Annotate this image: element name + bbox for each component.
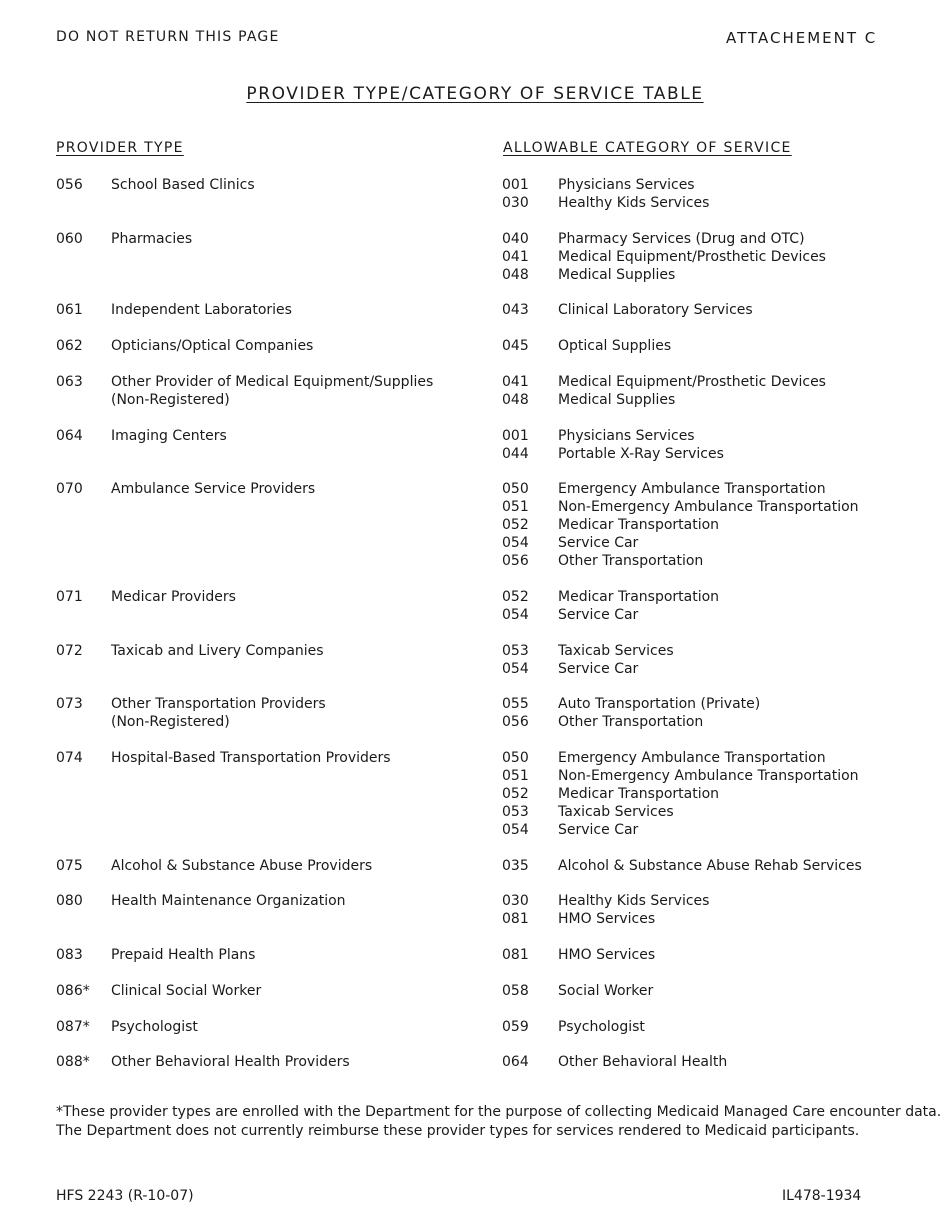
service-name: Healthy Kids Services [558,893,710,910]
service-code: 056 [502,714,529,731]
attachment-label: ATTACHEMENT C [726,29,878,47]
provider-code: 073 [56,696,83,713]
service-code: 054 [502,822,529,838]
service-name: Medicar Transportation [558,588,720,605]
provider-code: 064 [56,427,83,444]
provider-name: (Non-Registered) [111,391,230,408]
service-name: Optical Supplies [558,338,672,355]
footnote-line-2: The Department does not currently reimburse these provider types for services rendered to Medicaid participants. [56,1123,860,1139]
service-name: Physicians Services [558,427,695,444]
page-title-text: PROVIDER TYPE/CATEGORY OF SERVICE TABLE [246,84,704,104]
service-code: 053 [502,642,529,659]
service-name: HMO Services [558,947,656,964]
service-code: 081 [502,947,529,964]
provider-code: 061 [56,302,83,319]
service-code: 035 [502,857,529,874]
provider-name: Other Behavioral Health Providers [111,1054,350,1071]
service-name: Portable X-Ray Services [558,445,724,462]
service-code: 052 [502,517,529,534]
provider-code: 071 [56,588,83,605]
provider-name: Other Provider of Medical Equipment/Supplies [111,373,434,390]
provider-name: Independent Laboratories [111,302,292,319]
service-code: 059 [502,1018,529,1035]
provider-name: Hospital-Based Transportation Providers [111,750,391,766]
service-code: 050 [502,481,529,498]
service-code: 054 [502,606,529,623]
service-code: 053 [502,804,529,820]
service-name: Physicians Services [558,177,695,193]
service-code: 001 [502,177,529,193]
form-id: IL478-1934 [782,1188,862,1204]
service-name: Medical Equipment/Prosthetic Devices [558,248,826,265]
service-code: 055 [502,696,529,713]
provider-name: Imaging Centers [111,427,227,444]
service-name: Service Car [558,822,639,838]
service-name: Medical Supplies [558,266,676,283]
provider-code: 060 [56,230,83,247]
service-code: 041 [502,373,529,390]
provider-name: (Non-Registered) [111,714,230,731]
service-code: 048 [502,266,529,283]
provider-name: Ambulance Service Providers [111,481,316,498]
service-code: 048 [502,391,529,408]
service-category-column-header: ALLOWABLE CATEGORY OF SERVICE [503,140,792,156]
provider-code: 075 [56,857,83,874]
service-name: Service Car [558,535,639,552]
provider-name: Health Maintenance Organization [111,893,346,910]
footnote-line-1: *These provider types are enrolled with the Department for the purpose of collecting Medicaid Managed Care encounter data. [56,1104,942,1120]
service-code: 030 [502,195,529,211]
service-code: 044 [502,445,529,462]
service-code: 030 [502,893,529,910]
provider-name: School Based Clinics [111,177,255,193]
service-name: Medical Equipment/Prosthetic Devices [558,373,826,390]
provider-code: 080 [56,893,83,910]
provider-code: 083 [56,947,83,964]
service-code: 052 [502,588,529,605]
provider-name: Pharmacies [111,230,193,247]
provider-code: 056 [56,177,83,193]
service-name: Healthy Kids Services [558,195,710,211]
provider-name: Medicar Providers [111,588,236,605]
service-name: Other Behavioral Health [558,1054,728,1071]
provider-code: 072 [56,642,83,659]
service-code: 058 [502,982,529,999]
form-number: HFS 2243 (R-10-07) [56,1188,194,1204]
provider-name: Alcohol & Substance Abuse Providers [111,857,373,874]
provider-name: Opticians/Optical Companies [111,338,314,355]
service-code: 052 [502,786,529,802]
service-name: HMO Services [558,911,656,928]
service-code: 043 [502,302,529,319]
service-name: Other Transportation [558,553,704,570]
service-code: 064 [502,1054,529,1071]
service-name: Medicar Transportation [558,517,720,534]
service-name: Taxicab Services [558,804,674,820]
service-name: Other Transportation [558,714,704,731]
service-code: 001 [502,427,529,444]
service-name: Alcohol & Substance Abuse Rehab Services [558,857,862,874]
provider-name: Clinical Social Worker [111,982,262,999]
service-code: 040 [502,230,529,247]
provider-name: Prepaid Health Plans [111,947,256,964]
service-name: Non-Emergency Ambulance Transportation [558,499,859,516]
service-code: 051 [502,499,529,516]
service-name: Service Car [558,660,639,677]
service-code: 041 [502,248,529,265]
service-name: Social Worker [558,982,654,999]
provider-code: 086* [56,982,90,999]
service-code: 050 [502,750,529,766]
provider-code: 062 [56,338,83,355]
provider-code: 088* [56,1054,90,1071]
service-name: Auto Transportation (Private) [558,696,761,713]
service-name: Psychologist [558,1018,645,1035]
service-code: 054 [502,535,529,552]
service-name: Pharmacy Services (Drug and OTC) [558,230,805,247]
service-code: 054 [502,660,529,677]
provider-code: 063 [56,373,83,390]
service-name: Medical Supplies [558,391,676,408]
provider-name: Psychologist [111,1018,198,1035]
provider-code: 074 [56,750,83,766]
service-name: Service Car [558,606,639,623]
footnote [56,1103,942,1141]
service-name: Medicar Transportation [558,786,720,802]
provider-code: 087* [56,1018,90,1035]
service-name: Non-Emergency Ambulance Transportation [558,768,859,784]
do-not-return-notice: DO NOT RETURN THIS PAGE [56,29,280,45]
service-name: Emergency Ambulance Transportation [558,481,826,498]
service-code: 081 [502,911,529,928]
service-name: Emergency Ambulance Transportation [558,750,826,766]
service-name: Clinical Laboratory Services [558,302,753,319]
provider-type-column-header: PROVIDER TYPE [56,140,184,156]
page-title [0,84,950,104]
provider-name: Taxicab and Livery Companies [111,642,324,659]
service-code: 056 [502,553,529,570]
provider-name: Other Transportation Providers [111,696,326,713]
service-code: 051 [502,768,529,784]
service-name: Taxicab Services [558,642,674,659]
provider-code: 070 [56,481,83,498]
service-code: 045 [502,338,529,355]
